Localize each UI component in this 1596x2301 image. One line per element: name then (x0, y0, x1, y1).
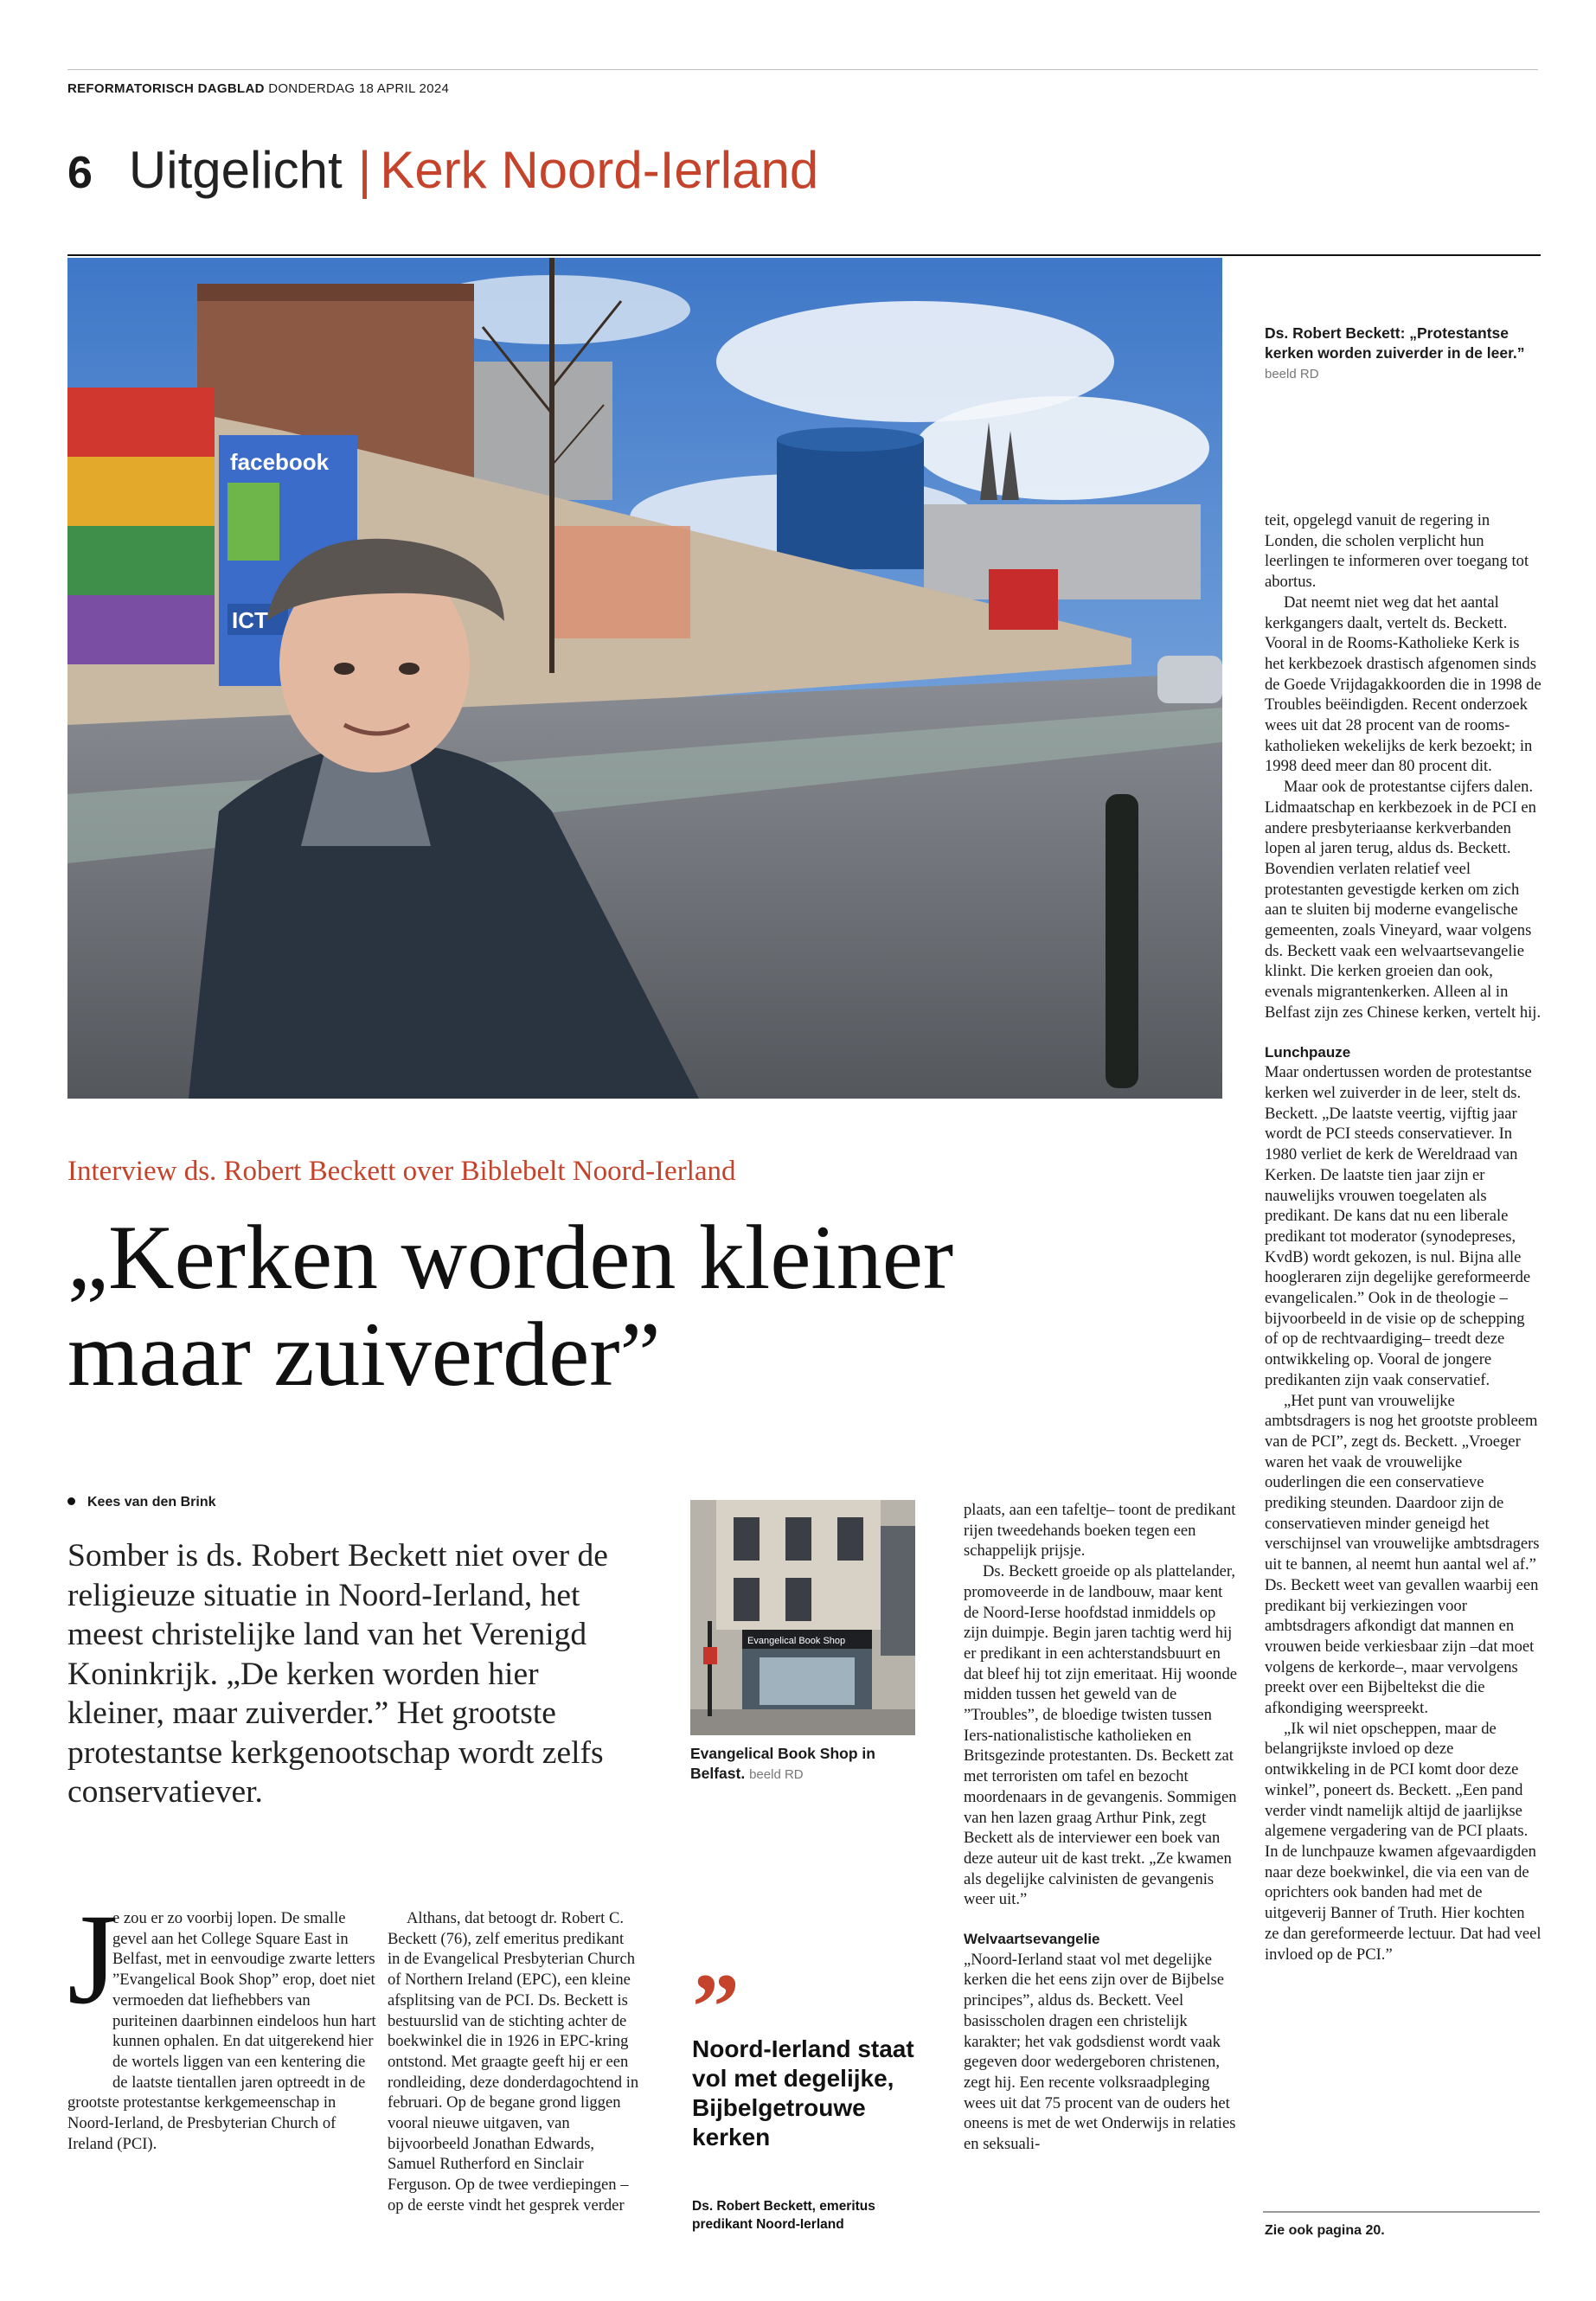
article-kicker: Interview ds. Robert Beckett over Biblebelt Noord-Ierland (67, 1156, 736, 1187)
article-column-1 (67, 1888, 379, 2154)
col3-paragraph-3: „Noord-Ierland staat vol met degelijke kerken die het eens zijn over de Bijbelse principes”, aldus ds. Beckett. Veel basisscholen dragen een christelijk karakter; het vak godsdienst wordt vaak gegeven door wedergeboren christenen, zegt hij. Een recente volksraadpleging wees uit dat 75 procent van de ouders het oneens is met de wet Onderwijs in relaties en seksuali- (964, 1950, 1236, 2154)
bookshop-photo-credit: beeld RD (749, 1767, 804, 1782)
col4-paragraph-6: „Ik wil niet opscheppen, maar de belangrijkste invloed op deze ontwikkeling in de PCI komt door deze winkel”, poneert ds. Beckett. „Een pand verder vindt namelijk altijd de jaarlijkse algemene vergadering van de PCI plaats. In de lunchpauze kwamen afgevaardigden naar deze boekwinkel, die via een van de oprichters ook banden had met de uitgeverij Banner of Truth. Hier kochten ze dan gereformeerde lectuur. Dat had veel invloed op de PCI.” (1265, 1719, 1542, 1964)
quote-icon: ” (692, 1954, 740, 2060)
drop-cap: J (67, 1888, 119, 2031)
pullquote-attribution: Ds. Robert Beckett, emeritus predikant Noord-Ierland (692, 2199, 875, 2232)
footer-rule (1263, 2211, 1540, 2213)
main-photo-caption (1265, 324, 1533, 384)
section-divider: | (357, 141, 372, 199)
col4-paragraph-4: Maar ondertussen worden de protestantse kerken wel zuiverder in de leer, stelt ds. Beckett. „De laatste veertig, vijftig jaar wordt de PCI steeds conservatiever. In 1980 verliet de kerk de Wereldraad van Kerken. De laatste tien jaar zijn er nauwelijks vrouwen toegelaten als predikant. De kans dat nu een liberale predikant tot moderator (synodepreses, KvdB) wordt gekozen, is nul. Bijna alle hoogleraren zijn degelijke gereformeerde evangelicalen.” Ook in de theologie –bijvoorbeeld in de visie op de schepping of op de rechtvaardiging– treedt deze ontwikkeling op. Vooral de jongere predikanten zijn vaak conservatief. (1265, 1063, 1532, 1389)
subheading-welvaartsevangelie: Welvaartsevangelie (964, 1931, 1100, 1948)
headline-line-1: „Kerken worden kleiner (67, 1207, 954, 1308)
issue-date: DONDERDAG 18 APRIL 2024 (268, 81, 450, 96)
mural-sign-ict: ICT (232, 607, 268, 633)
bullet-icon (67, 1497, 75, 1505)
main-photo-illustration (67, 258, 1222, 1099)
byline (67, 1495, 216, 1510)
article-headline (67, 1209, 1227, 1403)
article-column-2 (388, 1908, 640, 2216)
section-subject: Kerk Noord-Ierland (380, 141, 819, 199)
newspaper-name: REFORMATORISCH DAGBLAD (67, 81, 265, 96)
masthead (67, 69, 1538, 96)
col4-paragraph-3: Maar ook de protestantse cijfers dalen. Lidmaatschap en kerkbezoek in de PCI en andere presbyteriaanse kerkverbanden lopen al jaren terug, aldus ds. Beckett. Bovendien verlaten relatief veel protestanten gevestigde kerken om zich aan te sluiten bij moderne evangelische gemeenten, zoals Vineyard, waar volgens ds. Beckett vaak een welvaartsevangelie klinkt. Die kerken groeien dan ook, evenals migrantenkerken. Alleen al in Belfast zijn zes Chinese kerken, vertelt hij. (1265, 778, 1542, 1022)
author-name: Kees van den Brink (87, 1495, 216, 1509)
bookshop-photo (690, 1500, 915, 1735)
subheading-lunchpauze: Lunchpauze (1265, 1043, 1351, 1061)
header-rule (67, 254, 1541, 256)
page-number: 6 (67, 148, 93, 198)
col3-paragraph-1: plaats, aan een tafeltje– toont de predikant rijen tweedehands boeken tegen een schappelijk prijsje. (964, 1501, 1236, 1561)
col3-paragraph-2: Ds. Beckett groeide op als plattelander, promoveerde in de landbouw, maar kent de Noord-Ierse hoofdstad inmiddels op zijn duimpje. Begin jaren tachtig werd hij er predikant in een achterstandsbuurt en dat bleef hij tot zijn emeritaat. Hij woonde midden tussen het geweld van de ”Troubles”, de bloedige twisten tussen Iers-nationalistische katholieken en Britsgezinde protestanten. Ds. Beckett zat met terroristen om tafel en bezocht moordenaars in de gevangenis. Sommigen van hen lazen graag Arthur Pink, zegt Beckett als de interviewer een boek van deze auteur uit de kast trekt. „Ze kwamen als degelijke calvinisten de gevangenis weer uit.” (964, 1562, 1237, 1909)
bookshop-sign: Evangelical Book Shop (747, 1636, 846, 1646)
main-photo-credit: beeld RD (1265, 367, 1319, 381)
main-photo (67, 258, 1222, 1099)
section-name: Uitgelicht (128, 141, 343, 199)
col2-paragraph: Althans, dat betoogt dr. Robert C. Beckett (76), zelf emeritus predikant in de Evangelical Presbyterian Church of Northern Ireland (EPC), een kleine afsplitsing van de PCI. Ds. Beckett is bestuurslid van de stichting achter de boekwinkel die in 1926 in EPC-kring ontstond. Met graagte geeft hij er een rondleiding, deze donderdagochtend in februari. Op de begane grond liggen vooral nieuwe uitgaven, van bijvoorbeeld Jonathan Edwards, Samuel Rutherford en Sinclair Ferguson. Op de twee verdiepingen –op de eerste vindt het gesprek verder (388, 1909, 639, 2214)
col4-paragraph-2: Dat neemt niet weg dat het aantal kerkgangers daalt, vertelt ds. Beckett. Vooral in de Rooms-Katholieke Kerk is het kerkbezoek drastisch afgenomen sinds de Goede Vrijdagakkoorden die in 1998 de Troubles beëindigden. Recent onderzoek wees uit dat 28 procent van de rooms-katholieken wekelijks de kerk bezoekt; in 1998 deed meer dan 80 procent dit. (1265, 593, 1542, 776)
bookshop-photo-illustration (690, 1500, 915, 1735)
section-header (67, 140, 818, 201)
article-intro: Somber is ds. Robert Beckett niet over de religieuze situatie in Noord-Ierland, het meest christelijke land van het Verenigd Koninkrijk. „De kerken worden hier kleiner, maar zuiverder.” Het grootste protestantse kerkgenootschap wordt zelfs conservatiever. (67, 1538, 608, 1810)
mural-sign-facebook: facebook (230, 449, 330, 475)
pullquote-text: Noord-Ierland staat vol met degelijke, Bijbelgetrouwe kerken (692, 2035, 914, 2150)
article-column-3 (964, 1500, 1239, 2155)
col4-paragraph-5: „Het punt van vrouwelijke ambtsdragers is nog het grootste probleem van de PCI”, zegt ds. Beckett. „Vroeger waren het vaak de vrouwelijke ouderlingen die een conservatieve prediking steunden. Daardoor zijn de conservatieven minder geneigd het verschijnsel van vrouwelijke ambtsdragers uit te bannen, al neemt hun aantal wel af.” Ds. Beckett weet van gevallen waarbij een predikant bij verkiezingen voor ambtsdragers afkondigt dat mannen en vrouwen beide verkiesbaar zijn –dat moet volgens de kerkorde–, maar vervolgens preekt over een Bijbeltekst die die afkondiging weerspreekt. (1265, 1391, 1540, 1718)
article-column-4 (1265, 510, 1542, 1965)
col1-text: e zou er zo voorbij lopen. De smalle gevel aan het College Square East in Belfast, met in eenvoudige zwarte letters ”Evangelical Book Shop” erop, doet niet vermoeden dat liefhebbers van puriteinen daarbinnen eindeloos hun hart kunnen ophalen. En dat uitgerekend hier de wortels liggen van een kentering die de laatste tientallen jaren optreedt in de grootste protestantse kerkgemeenschap in Noord-Ierland, de Presbyterian Church of Ireland (PCI). (67, 1909, 376, 2153)
col4-paragraph-1: teit, opgelegd vanuit de regering in Londen, die scholen verplicht hun leerlingen te informeren over toegang tot abortus. (1265, 511, 1529, 592)
main-photo-caption-text: Ds. Robert Beckett: „Protestantse kerken worden zuiverder in de leer.” (1265, 324, 1525, 362)
bookshop-photo-caption (690, 1744, 915, 1785)
bookshop-caption-text: Evangelical Book Shop in Belfast. (690, 1745, 875, 1782)
headline-line-2: maar zuiverder” (67, 1304, 661, 1405)
see-also-note: Zie ook pagina 20. (1265, 2223, 1385, 2238)
